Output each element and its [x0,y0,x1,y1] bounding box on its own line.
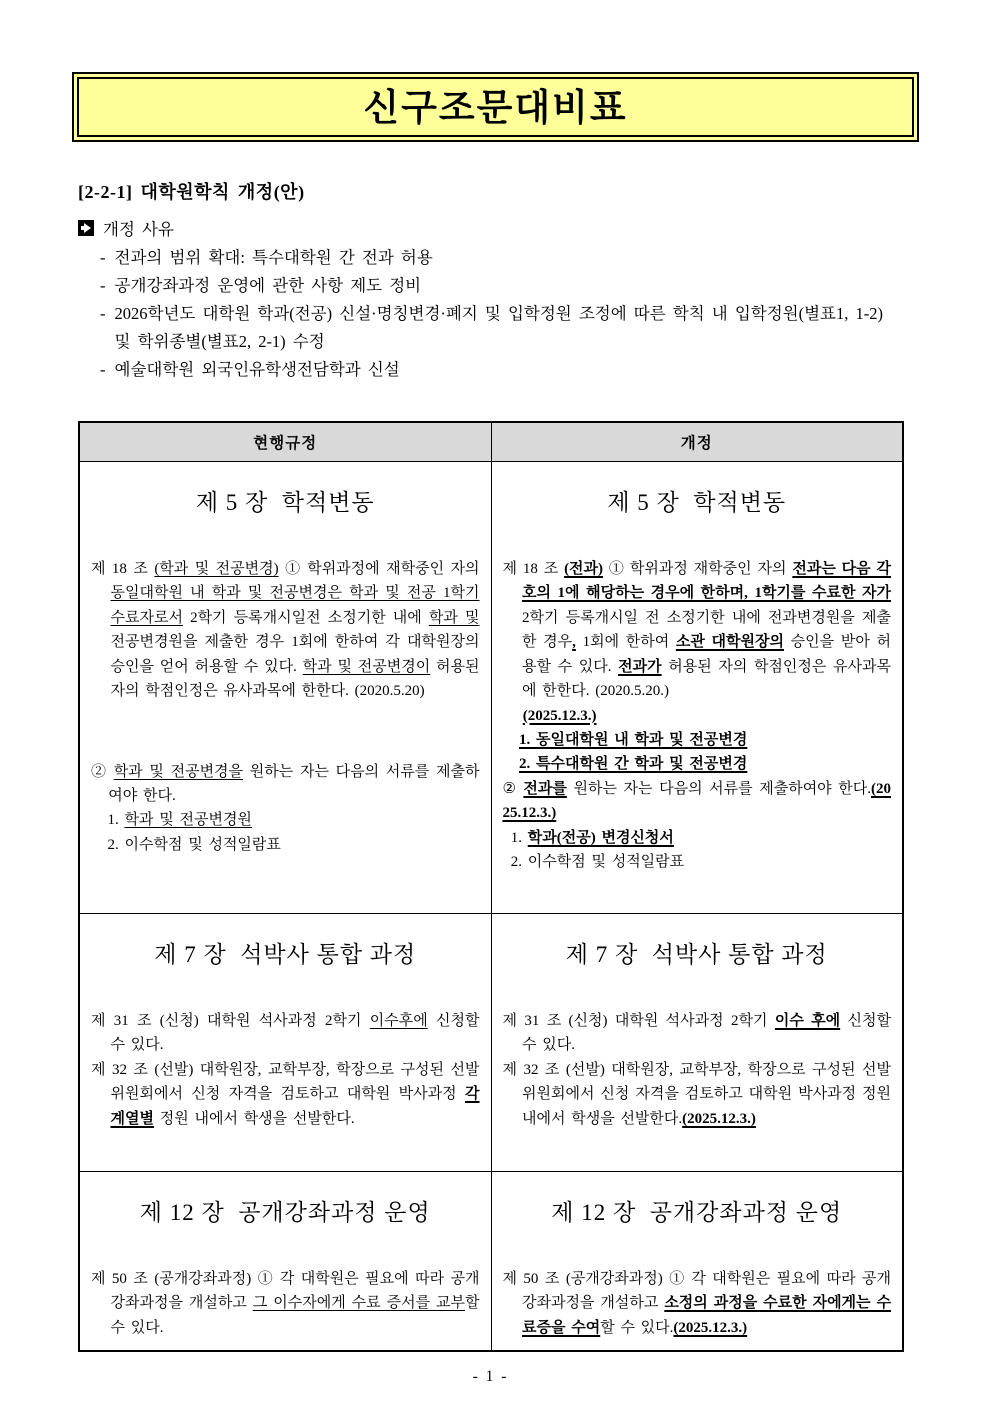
revised-cell [491,461,903,913]
text-run: 학과 및 전공변경원 [124,812,252,829]
text-run: 학과 및 전공변경을 [113,763,244,780]
text-run: 허용된 자의 학점인정은 유사과목에 한한다. (2020.5.20) [110,658,480,700]
current-cell [79,461,491,913]
dash-marker: - [100,304,106,323]
table-row [79,461,903,913]
text-run: 소정의 과정을 수료한 자에게는 수료증을 수여 [522,1295,891,1336]
text-run: 학과(전공) 변경신청서 [527,829,674,846]
page-title: 신구조문대비표 [363,86,628,128]
text-run: (2025.12.3.) [682,1110,756,1127]
text-run: 제 18 조 [91,560,155,577]
paragraph [503,728,892,752]
text-run: 1회에 한하여 [575,634,676,651]
section-heading: 제 5 장 학적변동 [195,489,375,515]
reason-text: 전과의 범위 확대: 특수대학원 간 전과 허용 [114,248,433,267]
paragraph [503,557,892,704]
text-run: 각 계열별 [110,1086,480,1127]
text-run: 학과 및 [428,609,480,626]
text-run: 전과가 [618,658,662,675]
text-run: 할 수 있다. [600,1319,674,1336]
text-run: 신청할 수 있다. [110,1012,480,1054]
text-run: 제 32 조 (선발) 대학원장, 교학부장, 학장으로 구성된 선발위원회에서 신청 자격을 검토하고 대학원 박사과정 정원 내에서 학생을 선발한다. [502,1061,891,1127]
paragraph [91,760,480,809]
reason-item [78,244,903,272]
paragraph [91,1058,480,1131]
text-run: (2025.12.3.) [673,1319,748,1336]
section-heading: 제 5 장 학적변동 [607,489,787,515]
text-run: ② [91,763,114,780]
paragraph [503,826,892,850]
current-cell [79,1171,491,1351]
text-run: 제 31 조 (신청) 대학원 석사과정 2학기 [91,1012,370,1029]
paragraph [91,808,480,832]
section-heading: 제 12 장 공개강좌과정 운영 [139,1199,431,1225]
text-run: 2학기 등록개시일전 소정기한 내에 [182,609,429,626]
text-run: 제 50 조 (공개강좌과정) ① 각 대학원은 필요에 따라 공개강좌과정을 개설하고 [91,1270,480,1312]
revision-reason-header [78,216,903,240]
section-heading: 제 12 장 공개강좌과정 운영 [551,1199,843,1225]
paragraph [91,1267,480,1340]
paragraph [503,850,892,874]
section-heading: 제 7 장 석박사 통합 과정 [154,941,417,967]
text-run: 1. [107,812,125,829]
paragraph [91,833,480,857]
paragraph [503,752,892,776]
text-run: 그 이수자에게 수료 증서를 교부 [252,1295,465,1312]
comparison-table [78,421,904,1352]
reason-text: 2026학년도 대학원 학과(전공) 신설·명칭변경·폐지 및 입학정원 조정에 따른 학칙 내 입학정원(별표1, 1-2) 및 학위종별(별표2, 2-1) 수정 [114,304,883,351]
section-heading: 제 7 장 석박사 통합 과정 [565,941,828,967]
paragraph [503,704,892,728]
text-run: 2. 특수대학원 간 학과 및 전공변경 [519,756,748,773]
text-run: 제 50 조 (공개강좌과정) ① 각 대학원은 필요에 따라 공개강좌과정을 개설하고 [502,1270,891,1312]
table-row [79,1171,903,1351]
text-run: 이수후에 [369,1012,428,1029]
text-run: 신청할 수 있다. [522,1012,891,1054]
text-run: 허용된 자의 학점인정은 유사과목에 한한다. (2020.5.20.) [522,658,891,700]
text-run: 정원 내에서 학생을 선발한다. [153,1110,355,1127]
text-run: (2025.12.3.) [522,707,597,724]
dash-marker: - [100,276,106,295]
text-run: (2025.12.3.) [502,780,891,822]
text-run: 2. 이수학점 및 성적일람표 [510,854,685,871]
revised-cell [491,913,903,1171]
reason-text: 예술대학원 외국인유학생전담학과 신설 [114,360,400,379]
paragraph [91,1009,480,1058]
reason-item [78,356,903,384]
reason-text: 공개강좌과정 운영에 관한 사항 제도 정비 [114,276,422,295]
text-run: 승인을 받아 허용할 수 있다. [522,634,891,675]
header-row [79,422,903,461]
text-run: ② [502,780,524,797]
text-run: 제 32 조 (선발) 대학원장, 교학부장, 학장으로 구성된 선발위원회에서 신청 자격을 검토하고 대학원 박사과정 [91,1061,480,1103]
text-run: 제 18 조 [502,560,565,577]
text-run: (전과) [564,560,604,577]
paragraph [503,1267,892,1340]
reason-item [78,272,903,300]
page-number: - 1 - [472,1368,509,1386]
text-run: 전과를 [523,780,567,797]
paragraph [91,557,480,704]
paragraph [503,777,892,826]
current-regulation-header: 현행규정 [79,422,491,461]
document-label: [2-2-1] 대학원학칙 개정(안) [78,182,305,202]
text-run: 이수 후에 [774,1012,841,1029]
dash-marker: - [100,248,106,267]
text-run: 1. [510,829,528,846]
title-box-inner [77,77,914,137]
paragraph [503,1058,892,1131]
text-run: 동일대학원 내 학과 및 전공변경은 학과 및 전공 1학기 수료자로서 [110,585,480,626]
text-run: 2. 이수학점 및 성적일람표 [107,836,281,853]
comparison-table-body [79,461,903,1351]
dash-marker: - [100,360,106,379]
text-run: , [572,634,576,651]
text-run: 학과 및 전공변경이 [302,658,431,675]
text-run: 소관 대학원장의 [675,634,784,651]
title-box [72,72,919,142]
text-run: 제 31 조 (신청) 대학원 석사과정 2학기 [502,1012,775,1029]
text-run: 전공변경원을 제출한 경우 1회에 한하여 각 대학원장의 승인을 얻어 허용할 수 있다. [110,634,480,675]
text-run: 할 수 있다. [110,1295,480,1336]
paragraph [503,1009,892,1058]
text-run: 2학기 등록개시일 전 소정기한 내에 전과변경원을 제출한 경우 [522,609,891,651]
revision-reasons [78,244,903,384]
revised-cell [491,1171,903,1351]
table-row [79,913,903,1171]
text-run: (학과 및 전공변경) [154,560,279,577]
text-run: ① 학위과정 재학중인 자의 [603,560,793,577]
current-cell [79,913,491,1171]
text-run: 전과는 다음 각 호의 1에 해당하는 경우에 한하며, 1학기를 수료한 자가 [522,560,891,602]
arrow-bullet-icon [78,220,94,236]
revision-header: 개정 [491,422,903,461]
reason-item [78,300,903,356]
revision-reason-label: 개정 사유 [103,220,174,239]
text-run: ① 학위과정에 재학중인 자의 [278,560,480,577]
text-run: 1. 동일대학원 내 학과 및 전공변경 [519,732,748,749]
comparison-table-head [79,422,903,461]
text-run: 원하는 자는 다음의 서류를 제출하여야 한다. [566,780,871,797]
text-run: 원하는 자는 다음의 서류를 제출하여야 한다. [108,763,480,805]
